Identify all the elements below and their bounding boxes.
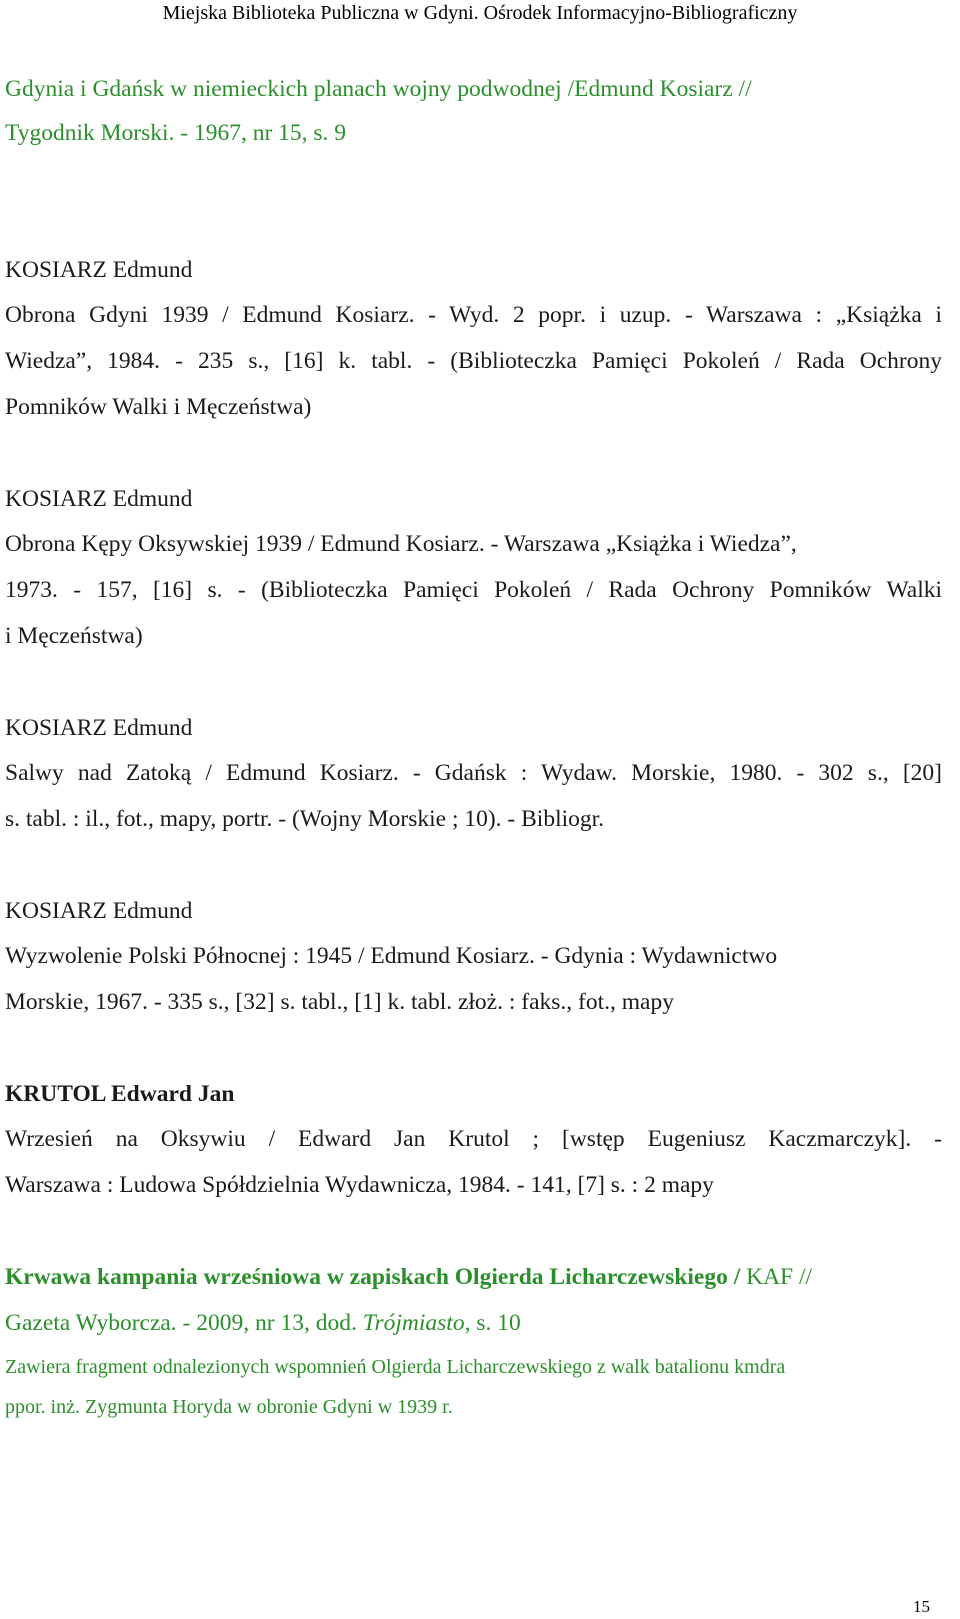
entry-line: Morskie, 1967. - 335 s., [32] s. tabl., [1] k. tabl. złoż. : faks., fot., mapy [5, 989, 674, 1015]
entry-line: Pomników Walki i Męczeństwa) [5, 394, 312, 420]
entry-line: Obrona Kępy Oksywskiej 1939 / Edmund Kosiarz. - Warszawa „Książka i Wiedza”, [5, 531, 797, 557]
entry-line: Warszawa : Ludowa Spółdzielnia Wydawnicza, 1984. - 141, [7] s. : 2 mapy [5, 1172, 714, 1198]
entry-line: Wiedza”, 1984. - 235 s., [16] k. tabl. - (Biblioteczka Pamięci Pokoleń / Rada Ochrony [5, 348, 942, 374]
entry-line: 1973. - 157, [16] s. - (Biblioteczka Pamięci Pokoleń / Rada Ochrony Pomników Walki [5, 577, 942, 603]
entry-title-bold: Krwawa kampania wrześniowa w zapiskach Olgierda Licharczewskiego / [5, 1264, 741, 1290]
entry-author: KOSIARZ Edmund [5, 715, 193, 741]
entry-line: s. tabl. : il., fot., mapy, portr. - (Wojny Morskie ; 10). - Bibliogr. [5, 806, 605, 832]
entry-title [5, 1254, 942, 1301]
entry-line: i Męczeństwa) [5, 623, 143, 649]
entry-line: Wrzesień na Oksywiu / Edward Jan Krutol ; [wstęp Eugeniusz Kaczmarczyk]. - [5, 1126, 942, 1152]
entry-line: Salwy nad Zatoką / Edmund Kosiarz. - Gdańsk : Wydaw. Morskie, 1980. - 302 s., [20] [5, 760, 942, 786]
entry-author: KOSIARZ Edmund [5, 898, 193, 924]
entry-source-b: , s. 10 [464, 1310, 521, 1336]
entry-author: KRUTOL Edward Jan [5, 1081, 235, 1107]
entry-title-rest: KAF // [740, 1264, 813, 1290]
entry-line: Obrona Gdyni 1939 / Edmund Kosiarz. - Wyd. 2 popr. i uzup. - Warszawa : „Książka i [5, 302, 942, 328]
entry-note-line: Zawiera fragment odnalezionych wspomnień Olgierda Licharczewskiego z walk batalionu kmdra [5, 1356, 786, 1378]
entry-line: Gdynia i Gdańsk w niemieckich planach wojny podwodnej /Edmund Kosiarz // [5, 76, 752, 102]
entry-source [5, 1300, 942, 1347]
entry-author: KOSIARZ Edmund [5, 486, 193, 512]
entry-author: KOSIARZ Edmund [5, 257, 193, 283]
entry-source-italic: Trójmiasto [362, 1310, 465, 1336]
entry-note-line: ppor. inż. Zygmunta Horyda w obronie Gdyni w 1939 r. [5, 1396, 453, 1418]
entry-line: Wyzwolenie Polski Północnej : 1945 / Edmund Kosiarz. - Gdynia : Wydawnictwo [5, 943, 778, 969]
entry-source-a: Gazeta Wyborcza. - 2009, nr 13, dod. [5, 1310, 363, 1336]
entry-line: Tygodnik Morski. - 1967, nr 15, s. 9 [5, 120, 347, 146]
page-header: Miejska Biblioteka Publiczna w Gdyni. Ośrodek Informacyjno-Bibliograficzny [162, 2, 798, 24]
page-number: 15 [913, 1597, 930, 1616]
